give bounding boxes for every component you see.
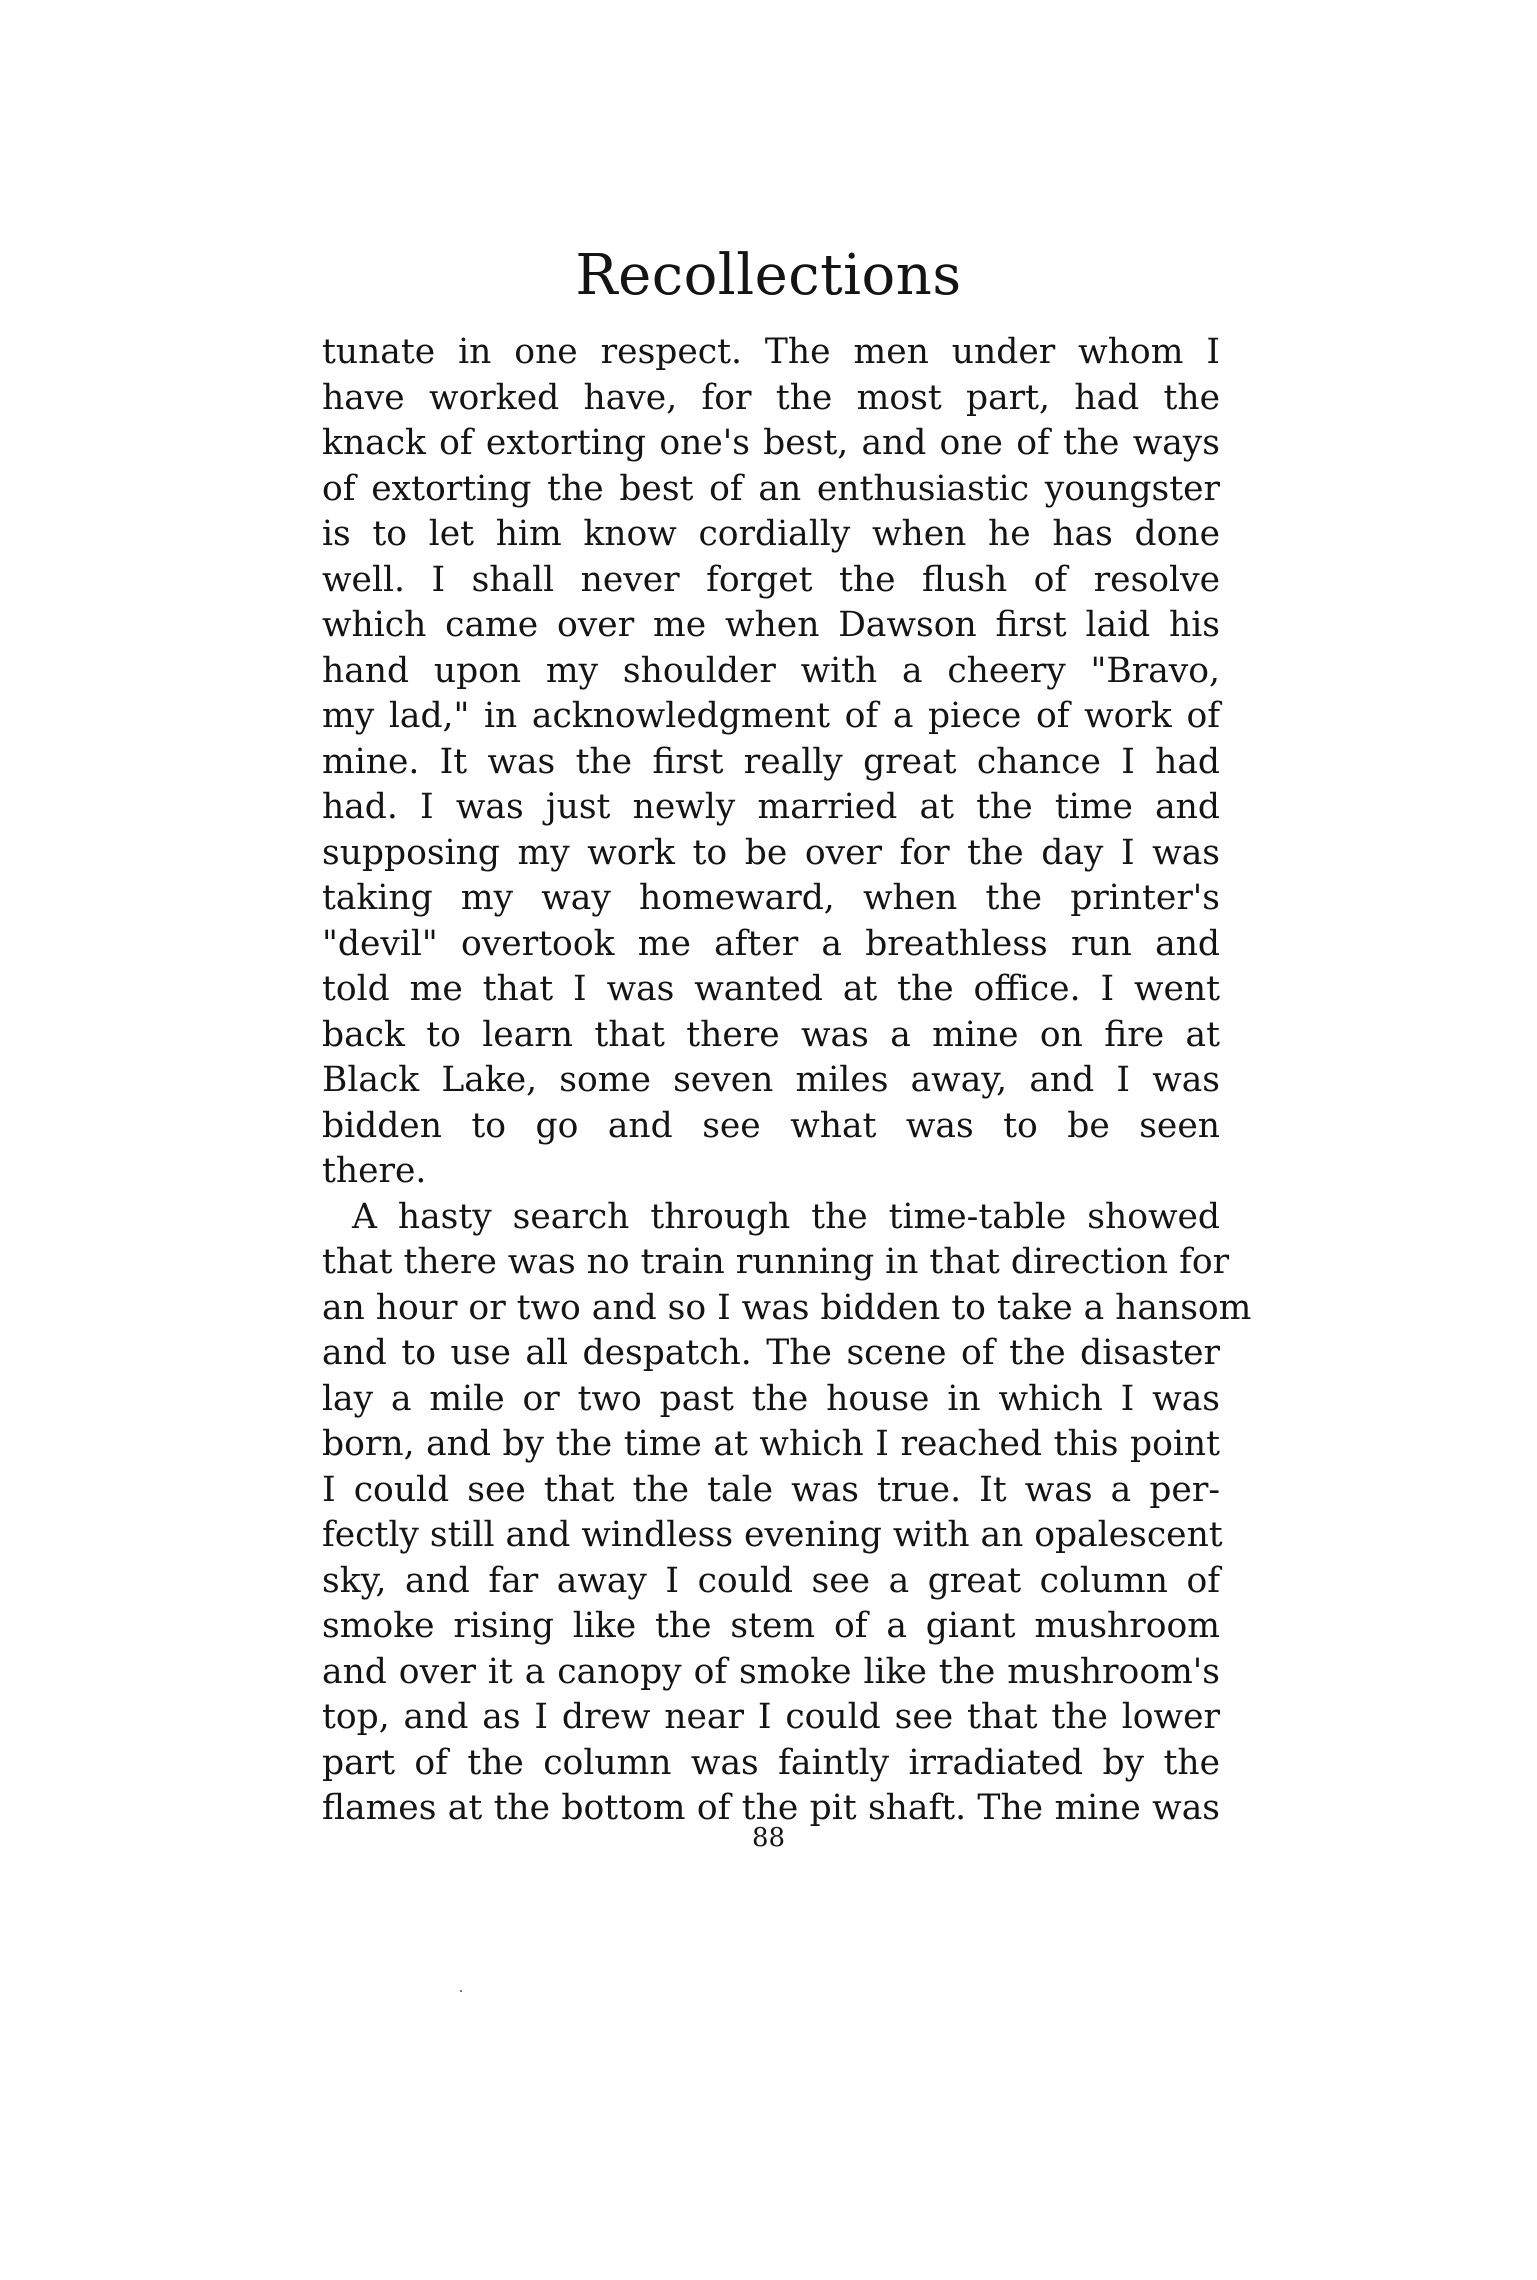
- text-line: flames at the bottom of the pit shaft. The mine was: [322, 1788, 1220, 1828]
- text-line: and over it a canopy of smoke like the mushroom's: [322, 1651, 1220, 1692]
- text-line: sky, and far away I could see a great column of: [322, 1560, 1220, 1601]
- text-line: had. I was just newly married at the time and: [322, 787, 1220, 827]
- text-line: born, and by the time at which I reached this point: [322, 1424, 1220, 1464]
- text-line: taking my way homeward, when the printer's: [322, 878, 1220, 918]
- text-line: lay a mile or two past the house in which I was: [322, 1378, 1220, 1419]
- text-line: bidden to go and see what was to be seen: [322, 1105, 1220, 1146]
- paragraph-end-line: there.: [322, 1151, 427, 1191]
- running-header: Recollections: [575, 243, 962, 308]
- text-line: an hour or two and so I was bidden to take a hansom: [322, 1287, 1252, 1328]
- text-line: and to use all despatch. The scene of the disaster: [322, 1333, 1220, 1373]
- text-line: told me that I was wanted at the office. I went: [322, 969, 1220, 1009]
- paragraph-start-line: A hasty search through the time-table showed: [352, 1196, 1220, 1237]
- text-line: my lad," in acknowledgment of a piece of work of: [322, 696, 1220, 736]
- text-line: supposing my work to be over for the day I was: [322, 832, 1220, 873]
- text-line: I could see that the tale was true. It was a per-: [322, 1469, 1220, 1510]
- text-line: part of the column was faintly irradiated by the: [322, 1742, 1220, 1783]
- text-line: well. I shall never forget the flush of resolve: [322, 559, 1220, 600]
- text-line: "devil" overtook me after a breathless run and: [322, 923, 1220, 964]
- text-line: smoke rising like the stem of a giant mushroom: [322, 1606, 1220, 1646]
- text-line: back to learn that there was a mine on fire at: [322, 1014, 1220, 1055]
- text-line: is to let him know cordially when he has done: [322, 514, 1220, 554]
- text-line: mine. It was the first really great chance I had: [322, 741, 1220, 782]
- page-number: 88: [751, 1823, 786, 1853]
- text-line: tunate in one respect. The men under whom I: [322, 332, 1220, 372]
- text-line: have worked have, for the most part, had the: [322, 377, 1220, 418]
- text-line: Black Lake, some seven miles away, and I was: [322, 1060, 1220, 1100]
- text-line: that there was no train running in that direction for: [322, 1242, 1230, 1282]
- text-line: fectly still and windless evening with an opalescent: [322, 1515, 1223, 1555]
- body-text: [322, 330, 1252, 1832]
- text-line: of extorting the best of an enthusiastic youngster: [322, 468, 1220, 509]
- text-line: top, and as I drew near I could see that the lower: [322, 1697, 1220, 1737]
- text-line: hand upon my shoulder with a cheery "Bravo,: [322, 650, 1220, 691]
- text-line: which came over me when Dawson first laid his: [322, 605, 1220, 645]
- text-line: knack of extorting one's best, and one of the ways: [322, 423, 1220, 463]
- print-speck: [460, 1990, 462, 1992]
